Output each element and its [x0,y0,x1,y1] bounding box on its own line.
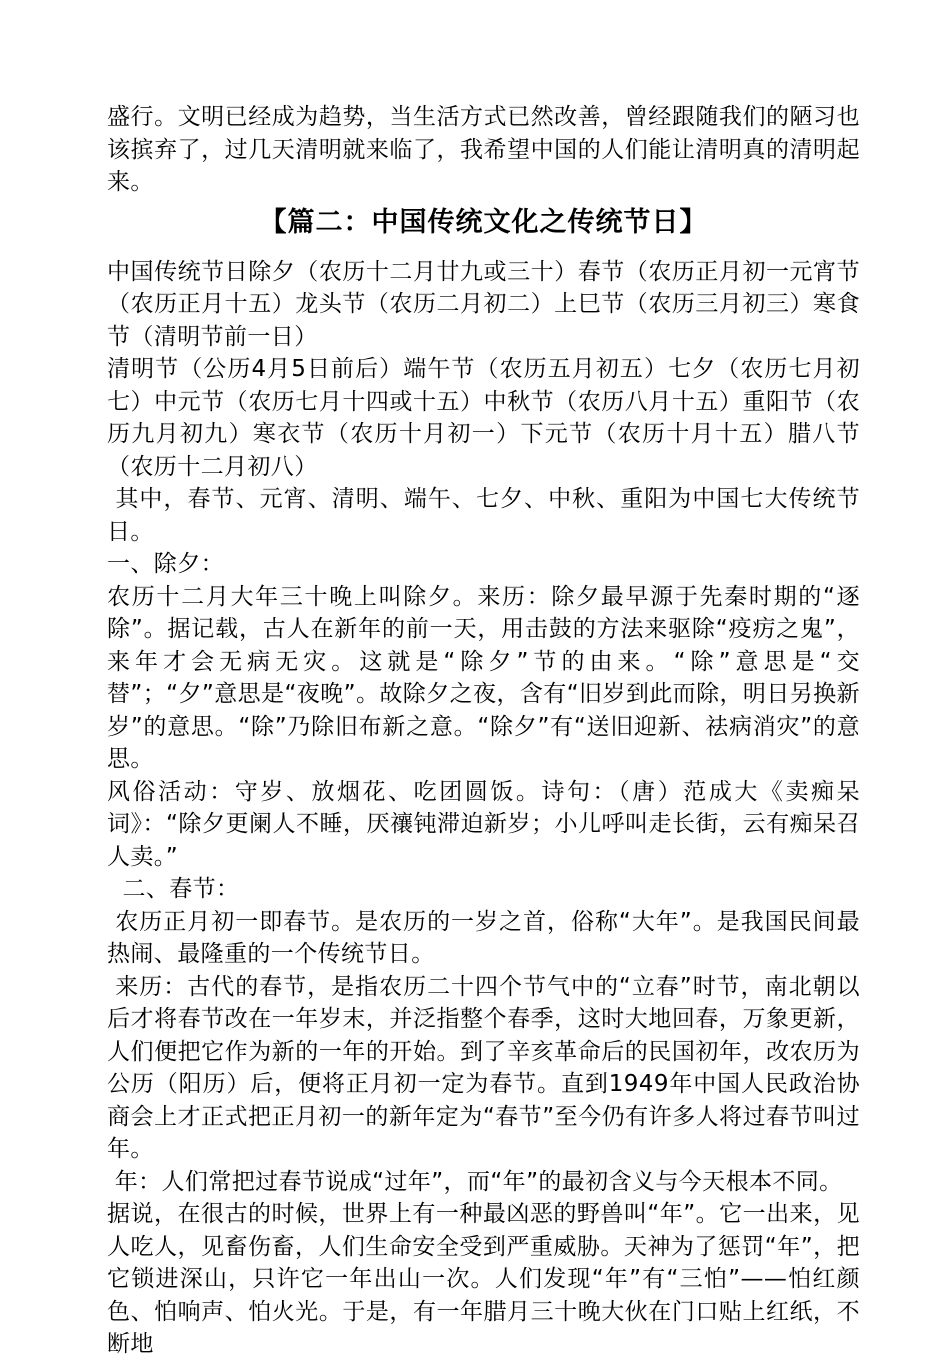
paragraph-seven-festivals: 其中，春节、元宵、清明、端午、七夕、中秋、重阳为中国七大传统节日。 [107,486,860,545]
subheading-chuxi: 一、除夕： [107,551,224,577]
paragraph-festival-list-2: 清明节（公历4月5日前后）端午节（农历五月初五）七夕（农历七月初七）中元节（农历七月十四或十五）中秋节（农历八月十五）重阳节（农历九月初九）寒衣节（农历十月初一）下元节（农历十月十五）腊八节（农历十二月初八） [107,356,860,480]
paragraph-intro: 盛行。文明已经成为趋势，当生活方式已然改善，曾经跟随我们的陋习也该摈弃了，过几天清明就来临了，我希望中国的人们能让清明真的清明起来。 [107,104,860,195]
document-body [107,101,860,1361]
paragraph-nian-meaning: 年：人们常把过春节说成“过年”，而“年”的最初含义与今天根本不同。 [107,1168,843,1195]
section-heading-container [107,204,860,242]
paragraph-chuxi-origin: 农历十二月大年三十晚上叫除夕。来历：除夕最早源于先秦时期的“逐除”。据记载，古人在新年的前一天，用击鼓的方法来驱除“疫疠之鬼”，来年才会无病无灾。这就是“除夕”节的由来。“除”意思是“交替”；“夕”意思是“夜晚”。故除夕之夜，含有“旧岁到此而除，明日另换新岁”的意思。“除”乃除旧布新之意。“除夕”有“送旧迎新、祛病消灾”的意思。 [107,583,860,772]
paragraph-chunjie-origin: 来历：古代的春节，是指农历二十四个节气中的“立春”时节，南北朝以后才将春节改在一年岁末，并泛指整个春季，这时大地回春，万象更新，人们便把它作为新的一年的开始。到了辛亥革命后的民国初年，改农历为公历（阳历）后，便将正月初一定为春节。直到1949年中国人民政治协商会上才正式把正月初一的新年定为“春节”至今仍有许多人将过春节叫过年。 [107,973,860,1162]
paragraph-chunjie-intro: 农历正月初一即春节。是农历的一岁之首，俗称“大年”。是我国民间最热闹、最隆重的一个传统节日。 [107,908,860,967]
subheading-chunjie: 二、春节： [107,876,240,902]
paragraph-nian-legend: 据说，在很古的时候，世界上有一种最凶恶的野兽叫“年”。它一出来，见人吃人，见畜伤畜，人们生命安全受到严重威胁。天神为了惩罚“年”，把它锁进深山，只许它一年出山一次。人们发现“年”有“三怕”——怕红颜色、怕响声、怕火光。于是，有一年腊月三十晚大伙在门口贴上红纸，不断地 [107,1201,860,1357]
paragraph-festival-list-1: 中国传统节日除夕（农历十二月廿九或三十）春节（农历正月初一元宵节（农历正月十五）龙头节（农历二月初二）上巳节（农历三月初三）寒食节（清明节前一日） [107,258,860,350]
section-heading: 【篇二：中国传统文化之传统节日】 [259,206,708,238]
paragraph-chuxi-customs: 风俗活动：守岁、放烟花、吃团圆饭。诗句：（唐）范成大《卖痴呆词》：“除夕更阑人不睡，厌禳钝滞迫新岁；小儿呼叫走长街，云有痴呆召人卖。” [107,778,860,870]
